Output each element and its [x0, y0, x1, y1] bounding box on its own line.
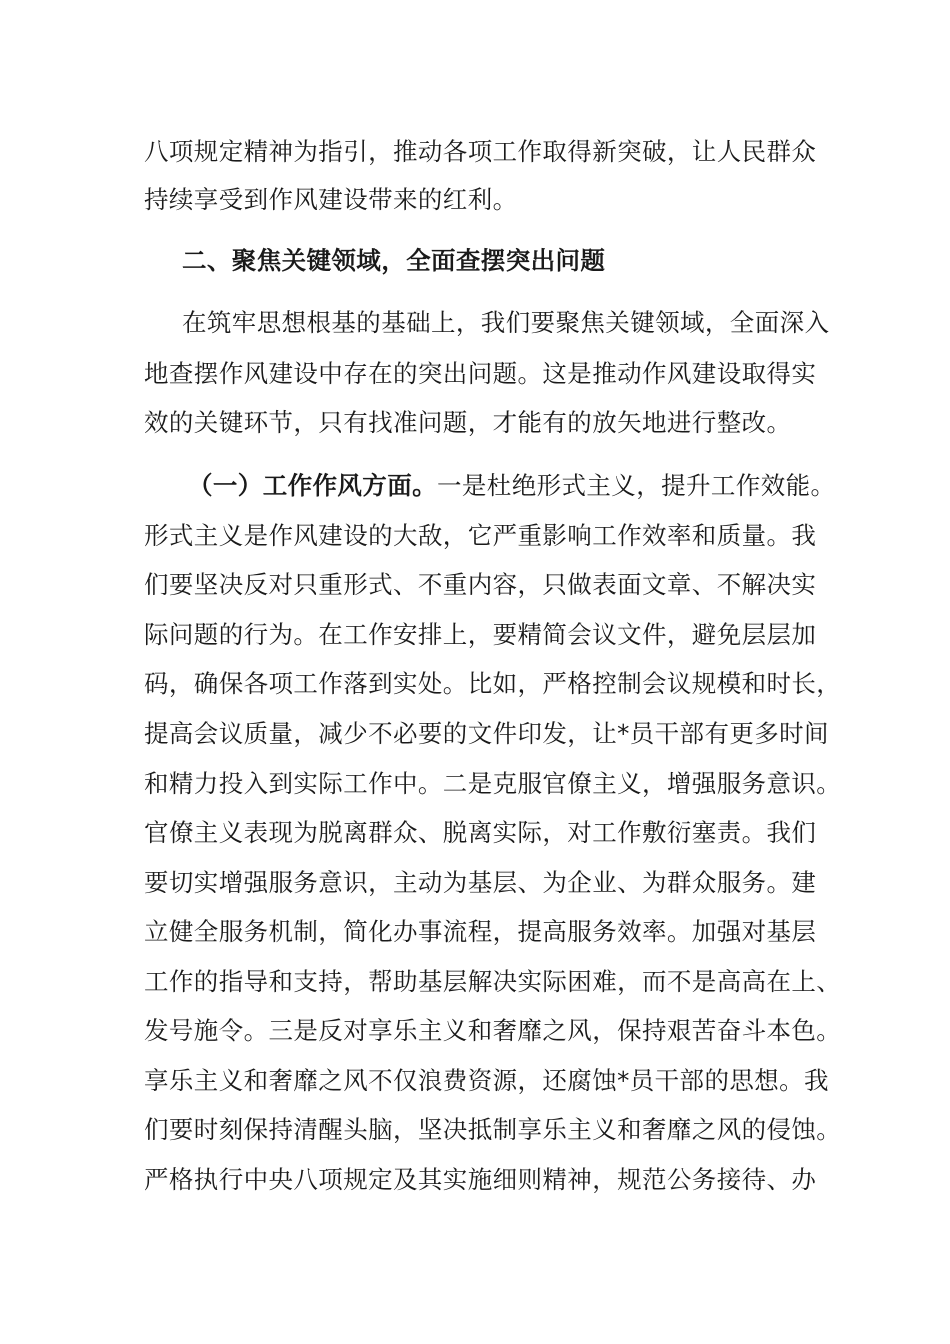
para3-line: 享乐主义和奢靡之风不仅浪费资源，还腐蚀*员干部的思想。我: [144, 1066, 829, 1095]
para3-line: 严格执行中央八项规定及其实施细则精神，规范公务接待、办: [144, 1165, 817, 1194]
para3-line: 提高会议质量，减少不必要的文件印发，让*员干部有更多时间: [144, 719, 829, 748]
para3-line: 际问题的行为。在工作安排上，要精简会议文件，避免层层加: [144, 620, 817, 649]
para3-line: 立健全服务机制，简化办事流程，提高服务效率。加强对基层: [144, 917, 817, 946]
para2-line-2: 地查摆作风建设中存在的突出问题。这是推动作风建设取得实: [144, 359, 817, 388]
para3-line: 形式主义是作风建设的大敌，它严重影响工作效率和质量。我: [144, 521, 817, 550]
para3-line: 要切实增强服务意识，主动为基层、为企业、为群众服务。建: [144, 868, 817, 897]
para2-line-1: 在筑牢思想根基的基础上，我们要聚焦关键领域，全面深入: [182, 308, 830, 337]
para3-lead-text: 一是杜绝形式主义，提升工作效能。: [437, 471, 836, 500]
para3-line: 们要坚决反对只重形式、不重内容，只做表面文章、不解决实: [144, 570, 817, 599]
section-heading-2: 二、聚焦关键领域，全面查摆突出问题: [182, 246, 606, 275]
para3-line: 和精力投入到实际工作中。二是克服官僚主义，增强服务意识。: [144, 769, 842, 798]
para3-line-1: [188, 470, 835, 502]
para3-line: 工作的指导和支持，帮助基层解决实际困难，而不是高高在上、: [144, 967, 842, 996]
para1-line-2: 持续享受到作风建设带来的红利。: [144, 185, 518, 214]
para3-line: 们要时刻保持清醒头脑，坚决抵制享乐主义和奢靡之风的侵蚀。: [144, 1115, 842, 1144]
para3-line: 发号施令。三是反对享乐主义和奢靡之风，保持艰苦奋斗本色。: [144, 1016, 842, 1045]
para3-line: 官僚主义表现为脱离群众、脱离实际，对工作敷衍塞责。我们: [144, 818, 817, 847]
subheading-work-style: （一）工作作风方面。: [188, 471, 437, 500]
para2-line-3: 效的关键环节，只有找准问题，才能有的放矢地进行整改。: [144, 408, 792, 437]
para1-line-1: 八项规定精神为指引，推动各项工作取得新突破，让人民群众: [144, 137, 817, 166]
para3-line: 码，确保各项工作落到实处。比如，严格控制会议规模和时长，: [144, 669, 842, 698]
